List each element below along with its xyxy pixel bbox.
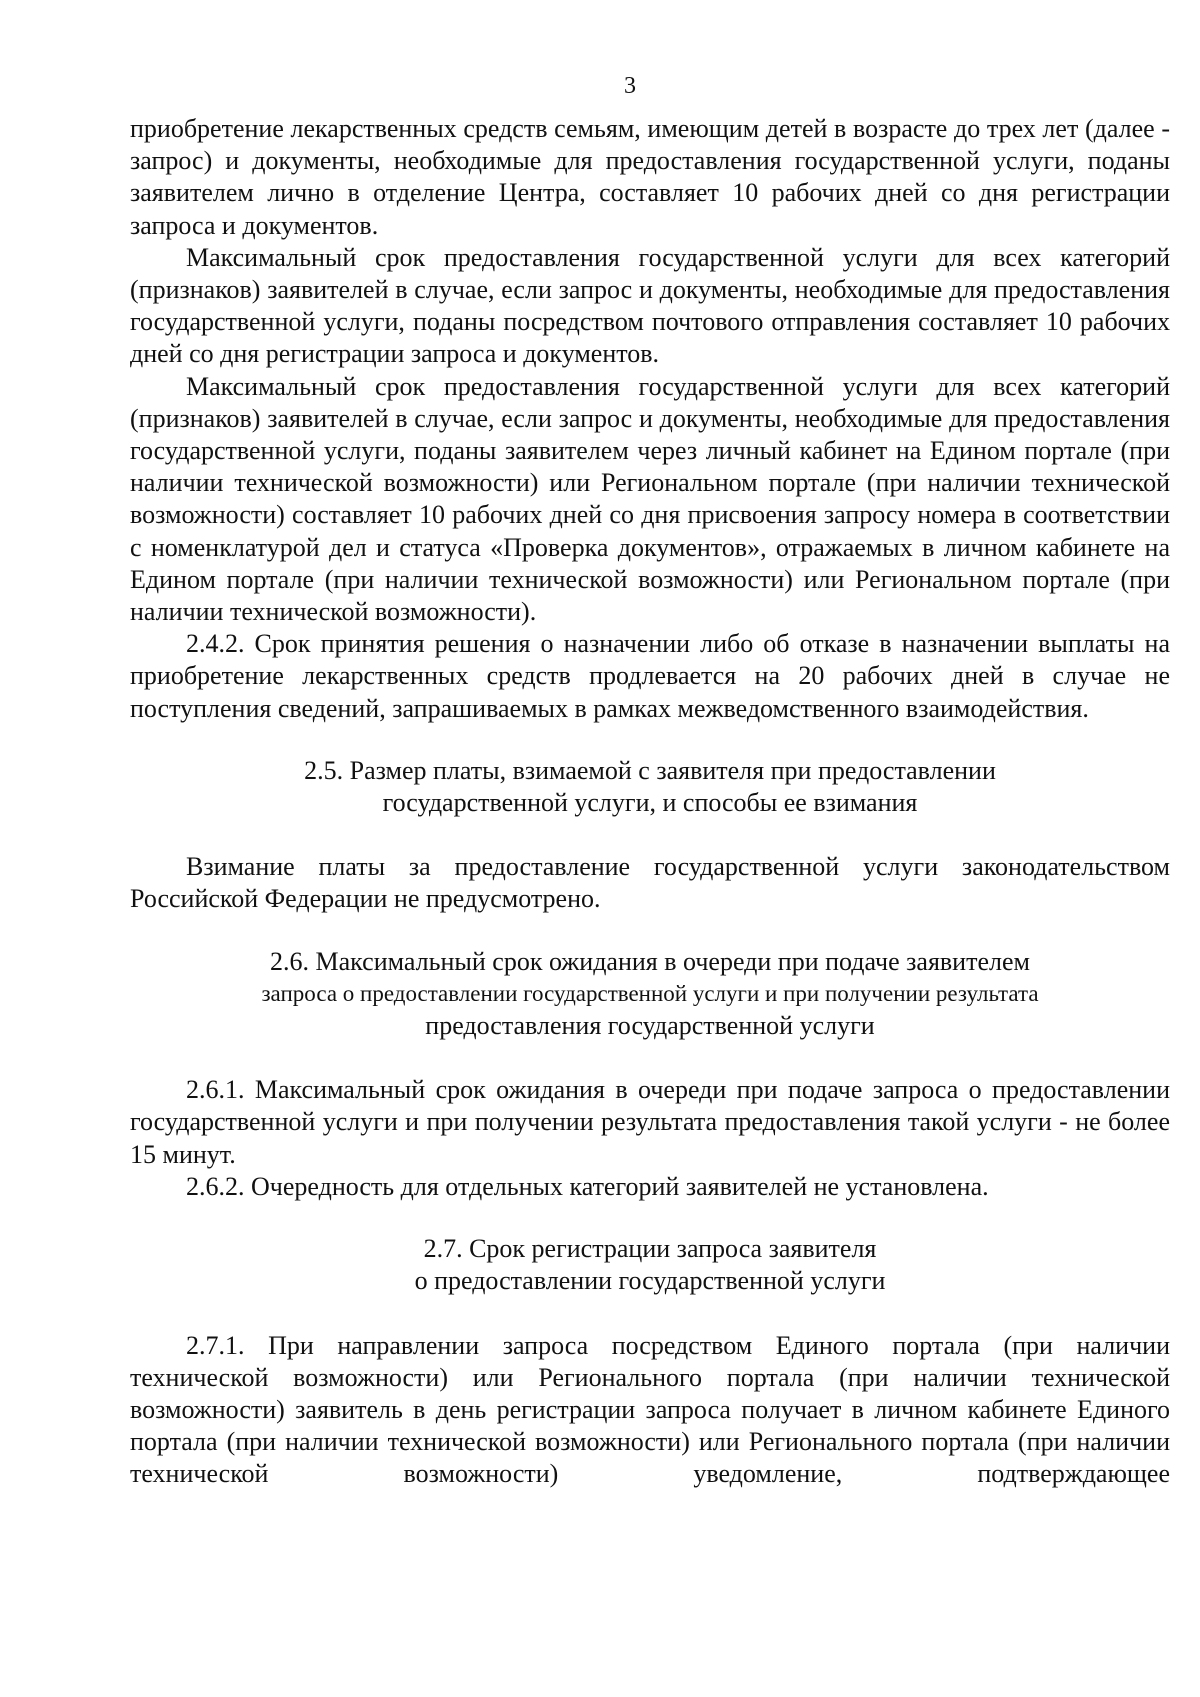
heading-2-7-line-1: 2.7. Срок регистрации запроса заявителя: [423, 1234, 877, 1264]
paragraph-2-5-text: Взимание платы за предоставление государственной услуги законодательством Российской Федерации не предусмотрено.: [130, 852, 1170, 914]
paragraph-portal-term: Максимальный срок предоставления государственной услуги для всех категорий (признаков) заявителей в случае, если запрос и документы, необходимые для предоставления государственной услуги, поданы заявителем через личный кабинет на Едином портале (при наличии технической возможности) или Региональном портале (при наличии технической возможности) составляет 10 рабочих дней со дня присвоения запросу номера в соответствии с номенклатурой дел и статуса «Проверка документов», отражаемых в личном кабинете на Едином портале (при наличии технической возможности) или Региональном портале (при наличии технической возможности).: [130, 371, 1170, 627]
heading-2-6-line-2: запроса о предоставлении государственной услуги и при получении результата: [261, 980, 1039, 1006]
heading-2-5-line-2: государственной услуги, и способы ее взимания: [382, 788, 918, 818]
heading-2-6-line-1: 2.6. Максимальный срок ожидания в очереди при подаче заявителем: [270, 946, 1030, 976]
heading-2-7-line-2: о предоставлении государственной услуги: [414, 1266, 886, 1296]
paragraph-2-7-1: 2.7.1. При направлении запроса посредством Единого портала (при наличии технической возможности) или Регионального портала (при наличии технической возможности) заявитель в день регистрации запроса получает в личном кабинете Единого портала (при наличии технической возможности) или Регионального портала (при наличии технической возможности) уведомление, подтверждающее: [130, 1330, 1170, 1489]
paragraph-postal-term: Максимальный срок предоставления государственной услуги для всех категорий (признаков) заявителей в случае, если запрос и документы, необходимые для предоставления государственной услуги, поданы посредством почтового отправления составляет 10 рабочих дней со дня регистрации запроса и документов.: [130, 242, 1170, 369]
heading-2-6-line-3: предоставления государственной услуги: [425, 1011, 875, 1041]
heading-2-6: [130, 946, 1170, 1043]
paragraph-2-6-2: 2.6.2. Очередность для отдельных категорий заявителей не установлена.: [186, 1171, 989, 1201]
paragraph-2-4-2: 2.4.2. Срок принятия решения о назначении либо об отказе в назначении выплаты на приобретение лекарственных средств продлевается на 20 рабочих дней в случае не поступления сведений, запрашиваемых в рамках межведомственного взаимодействия.: [130, 629, 1170, 723]
document-body: [130, 113, 1170, 1491]
heading-2-5-line-1: 2.5. Размер платы, взимаемой с заявителя при предоставлении: [304, 755, 996, 785]
page-number: 3: [624, 73, 636, 99]
paragraph-2-6-1: 2.6.1. Максимальный срок ожидания в очереди при подаче запроса о предоставлении государственной услуги и при получении результата предоставления такой услуги - не более 15 минут.: [130, 1075, 1170, 1169]
heading-2-7: [130, 1233, 1170, 1297]
paragraph-continuation: приобретение лекарственных средств семьям, имеющим детей в возрасте до трех лет (далее - запрос) и документы, необходимые для предоставления государственной услуги, поданы заявителем лично в отделение Центра, составляет 10 рабочих дней со дня регистрации запроса и документов.: [130, 114, 1170, 240]
heading-2-5: [130, 755, 1170, 819]
